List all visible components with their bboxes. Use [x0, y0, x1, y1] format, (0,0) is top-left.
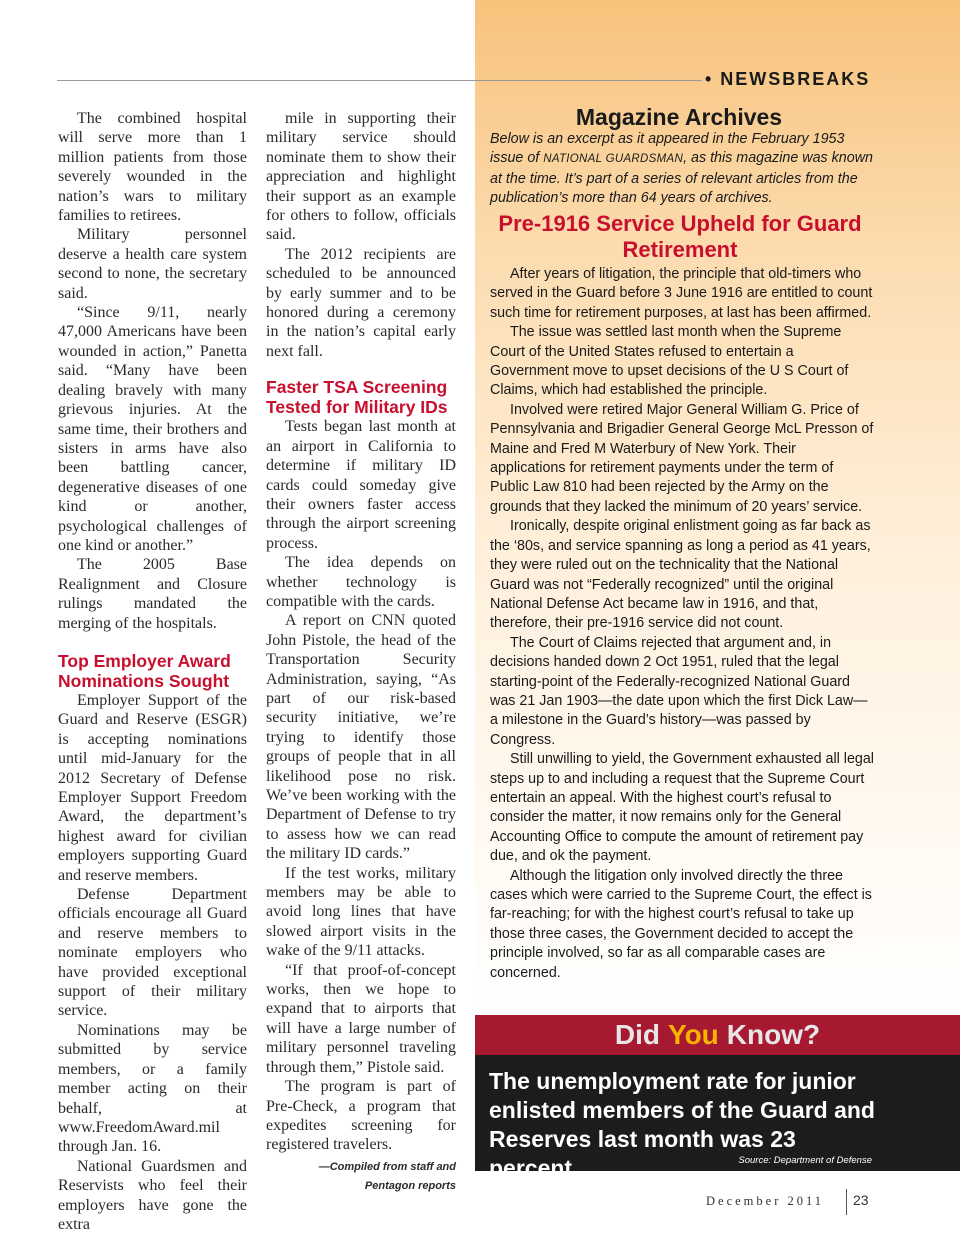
col1-paras-1 — [58, 109, 247, 633]
paragraph: Military personnel deserve a health care system second to none, the secretary said. — [58, 226, 247, 302]
compiled-credit: —Compiled from staff and Pentagon reports — [318, 1160, 456, 1192]
archives-intro-b: , as this magazine was known at the time. It’s part of a series of relevant articles from the publication’s more than 64 years of archives. — [490, 150, 873, 207]
employer-award-heading: Top Employer Award Nominations Sought — [58, 650, 231, 691]
paragraph: Employer Support of the Guard and Reserve (ESGR) is accepting nominations until mid-January for the 2012 Secretary of Defense Employer Support Freedom Award, the department’s highest award for civilian employers supporting Guard and reserve members. — [58, 691, 247, 884]
page-number: 23 — [853, 1192, 869, 1208]
tsa-screening-heading: Faster TSA Screening Tested for Military IDs — [266, 377, 448, 418]
dyk-fact: The unemployment rate for junior enlisted members of the Guard and Reserves last month was 23 percent. — [489, 1068, 875, 1181]
paragraph: The Court of Claims rejected that argument and, in decisions handed down 2 Oct 1951, ruled that the legal starting-point of the Federally-recognized National Guard was 21 Jan 1903—the date upon which the first Dick Law—a milestone in the Guard’s history—was passed by Congress. — [490, 634, 868, 748]
paragraph: “If that proof-of-concept works, then we hope to expand that to airports that will have a large number of military personnel traveling through them,” Pistole said. — [266, 961, 456, 1076]
paragraph: Although the litigation only involved directly the three cases which were carried to the Supreme Court, the effect is far-reaching; for with the highest court’s refusal to take up those three cases, the Government decided to accept the principle involved, so far as all comparable cases are concerned. — [490, 867, 872, 981]
paragraph: If the test works, military members may be able to avoid long lines that have slowed airport visits in the wake of the 9/11 attacks. — [266, 864, 456, 960]
did-you-know-banner — [475, 1015, 960, 1055]
paragraph: Tests began last month at an airport in California to determine if military ID cards could someday give their owners faster access through the airport screening process. — [266, 418, 456, 552]
paragraph: The 2005 Base Realignment and Closure rulings mandated the merging of the hospitals. — [58, 556, 247, 632]
archives-intro-a: Below is an excerpt as it appeared in the February 1953 issue of — [490, 131, 845, 167]
col2-paras-1 — [266, 109, 456, 361]
paragraph: The issue was settled last month when the Supreme Court of the United States refused to entertain a Government move to upset decisions of the U S Court of Claims, which had established the principle. — [490, 324, 849, 399]
issue-date: December 2011 — [706, 1194, 825, 1208]
paragraph: National Guardsmen and Reservists who feel their employers have gone the extra — [58, 1157, 247, 1233]
archives-body — [490, 265, 875, 983]
paragraph: Involved were retired Major General William G. Price of Pennsylvania and Brigadier General George McL Presson of Maine and Fred M Waterbury of New York. Their applications for retirement payments under the term of Public Law 810 had been rejected by the Army on the grounds that they lacked the minimum of 20 years’ service. — [490, 401, 874, 515]
dyk-word-know: Know? — [726, 1019, 821, 1050]
archives-headline: Pre-1916 Service Upheld for Guard Retirement — [498, 211, 862, 262]
paragraph: Defense Department officials encourage all Guard and reserve members to nominate employers who have provided exceptional support of their military service. — [58, 886, 247, 1020]
dyk-source: Source: Department of Defense — [738, 1155, 872, 1166]
paragraph: Nominations may be submitted by service members, or a family member acting on their behalf, at www.FreedomAward.mil through Jan. 16. — [58, 1021, 247, 1156]
did-you-know-box — [475, 1055, 960, 1181]
archives-intro — [490, 130, 875, 209]
paragraph: A report on CNN quoted John Pistole, the head of the Transportation Security Administration, saying, “As part of our risk-based security initiative, we’re trying to identify those groups of people that in all likelihood pose no risk. We’ve been working with the Department of Defense to try to assess how we can read the military ID cards.” — [266, 612, 456, 863]
paragraph: The idea depends on whether technology is compatible with the cards. — [266, 554, 456, 610]
paragraph: mile in supporting their military service should nominate them to show their appreciation and highlight their support as an example for others to follow, officials said. — [266, 110, 456, 244]
dyk-word-did: Did — [614, 1019, 660, 1050]
paragraph: Ironically, despite original enlistment going as far back as the ‘80s, and service spanning as long a period as 41 years, they were ruled out on the technicality that the National Guard was not “Federally recognized” until the original National Defense Act became law in 1916, and that, therefore, their pre-1916 service did not count. — [490, 518, 871, 632]
paragraph: “Since 9/11, nearly 47,000 Americans have been wounded in action,” Panetta said. “Many have been dealing bravely with many grievous injuries. At the same time, their brothers and sisters in arms have also been battling cancer, degenerative diseases of one kind or another, psychological challenges of one kind or another.” — [58, 304, 247, 554]
header-rule — [57, 80, 702, 81]
publication-name: NATIONAL GUARDSMAN — [543, 153, 684, 166]
dyk-word-you: You — [667, 1019, 719, 1050]
footer-divider — [846, 1189, 847, 1215]
paragraph: Still unwilling to yield, the Government exhausted all legal steps up to and including a request that the Supreme Court entertain an appeal. With the highest court’s refusal to consider the matter, it now remains only for the General Accounting Office to compute the amount of retirement pay due, and ok the payment. — [490, 751, 874, 865]
section-label: • NEWSBREAKS — [705, 69, 871, 89]
col2-paras-2 — [266, 417, 456, 1154]
col1-paras-2 — [58, 691, 247, 1234]
paragraph: The combined hospital will serve more than 1 million patients from those severely wounded in the nation’s wars to military families to retirees. — [58, 110, 247, 225]
paragraph: After years of litigation, the principle that old-timers who served in the Guard before 3 June 1916 are entitled to count such time for retirement purposes, at last has been affirmed. — [490, 266, 873, 321]
article-column-2 — [266, 109, 456, 1196]
paragraph: The program is part of Pre-Check, a program that expedites screening for registered travelers. — [266, 1078, 456, 1154]
paragraph: The 2012 recipients are scheduled to be announced by early summer and to be honored during a ceremony in the nation’s capital early next fall. — [266, 245, 456, 360]
archives-title: Magazine Archives — [575, 104, 783, 130]
article-column-1 — [58, 109, 247, 1234]
